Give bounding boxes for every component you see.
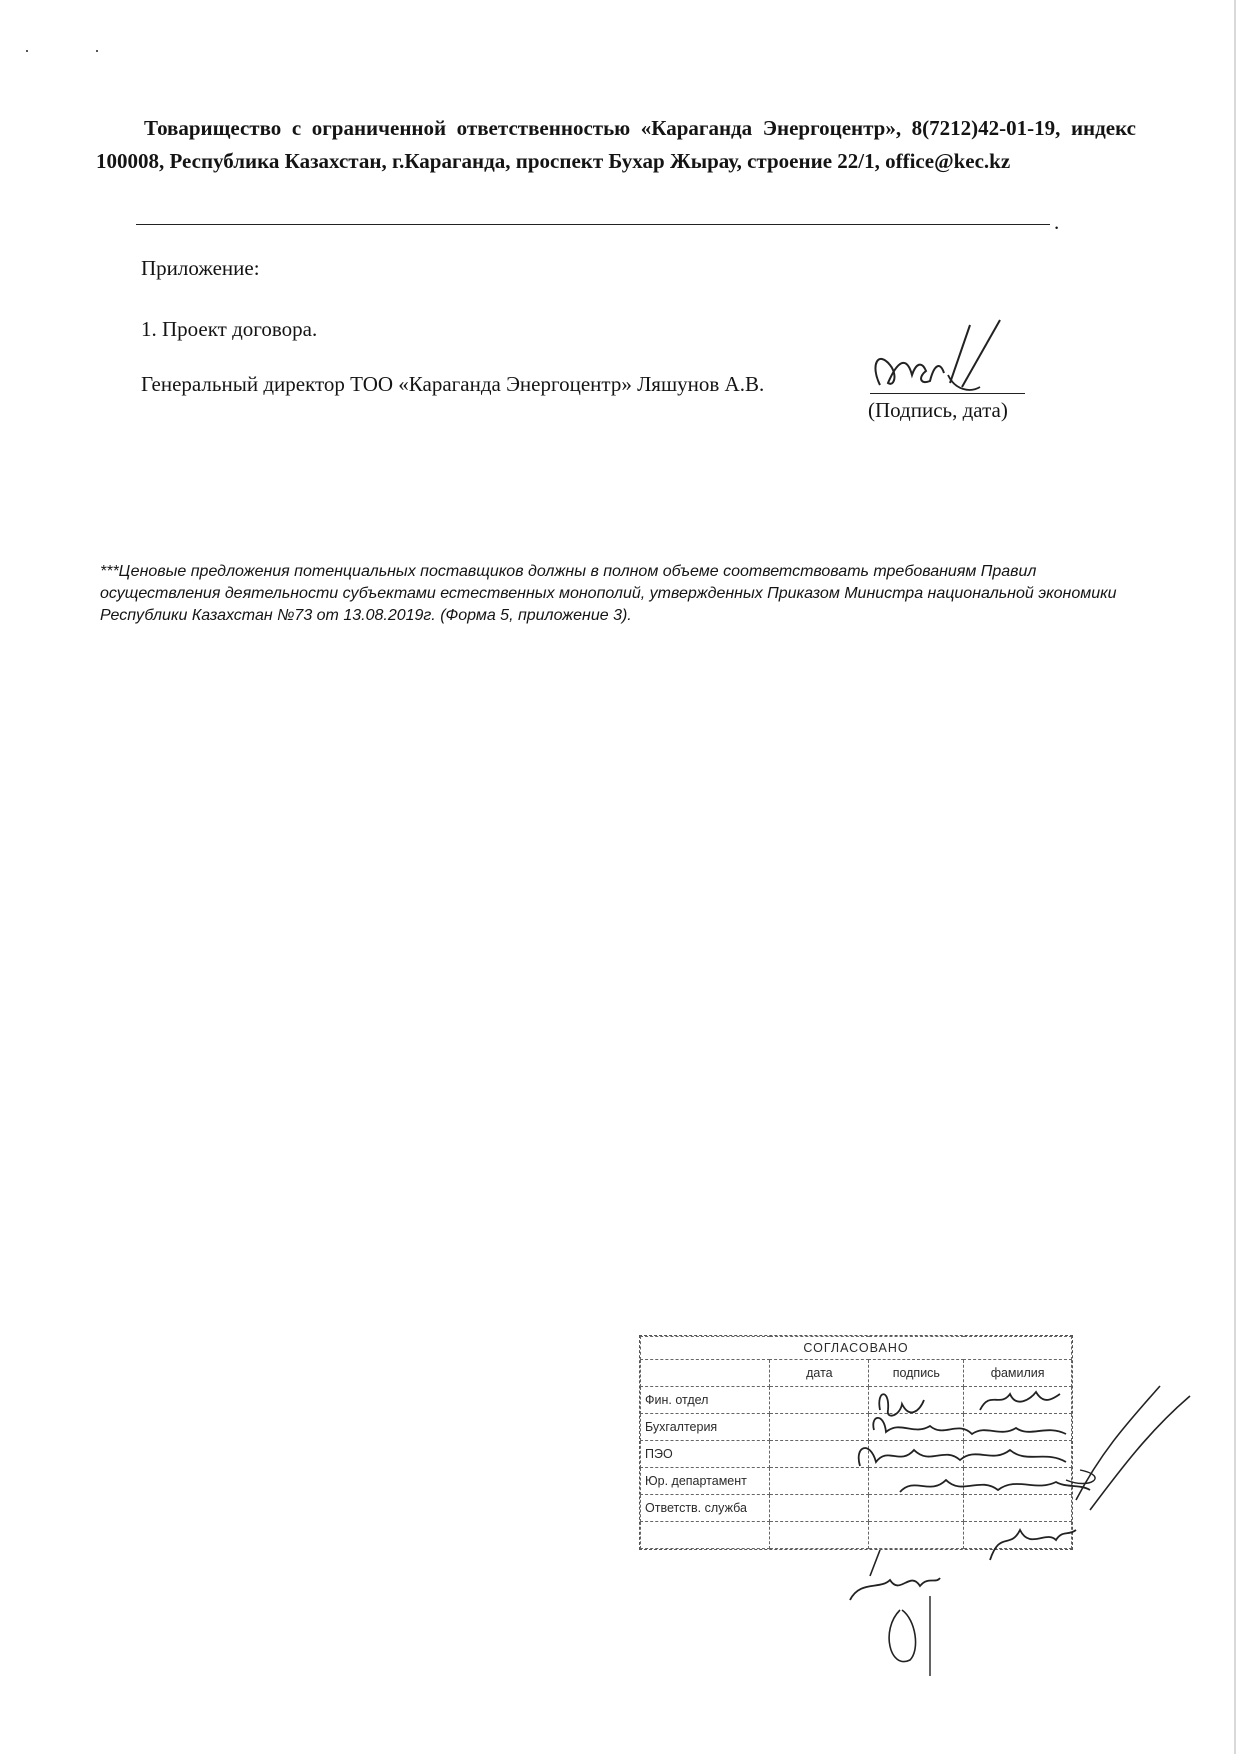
approval-cell [770, 1495, 869, 1522]
approval-cell [964, 1495, 1072, 1522]
approval-cell [869, 1522, 964, 1549]
approval-row-label: Ответств. служба [641, 1495, 770, 1522]
approval-row-label: Юр. департамент [641, 1468, 770, 1495]
approval-cell [770, 1441, 869, 1468]
approval-row-label: ПЭО [641, 1441, 770, 1468]
approval-row [641, 1522, 1072, 1549]
approval-cell [770, 1387, 869, 1414]
approval-cell [770, 1468, 869, 1495]
approval-cell [964, 1414, 1072, 1441]
approval-header-surname: фамилия [964, 1360, 1072, 1387]
approval-cell [964, 1468, 1072, 1495]
fill-in-line [136, 224, 1050, 225]
approval-row [641, 1495, 1072, 1522]
approval-row-label: Бухгалтерия [641, 1414, 770, 1441]
scan-speck [96, 50, 98, 52]
footnote: ***Ценовые предложения потенциальных поставщиков должны в полном объеме соответствовать требованиям Правил осуществления деятельности субъектами естественных монополий, утвержденных Приказом Министра национальной экономики Республики Казахстан №73 от 13.08.2019г. (Форма 5, приложение 3). [100, 563, 1117, 624]
approval-cell [770, 1414, 869, 1441]
appendix-item: 1. Проект договора. [141, 317, 318, 341]
approval-stamp [639, 1335, 1073, 1550]
approval-row [641, 1441, 1072, 1468]
approval-cell [869, 1414, 964, 1441]
approval-stamp-title: СОГЛАСОВАНО [641, 1337, 1072, 1360]
approval-row [641, 1387, 1072, 1414]
approval-cell [964, 1522, 1072, 1549]
approval-cell [869, 1468, 964, 1495]
approval-cell [964, 1441, 1072, 1468]
approval-row [641, 1468, 1072, 1495]
approval-cell [964, 1387, 1072, 1414]
page-edge [1234, 0, 1236, 1754]
approval-cell [770, 1522, 869, 1549]
approval-table [640, 1336, 1072, 1549]
appendix-title: Приложение: [141, 256, 260, 280]
approval-header-blank [641, 1360, 770, 1387]
fill-in-line-end: . [1054, 210, 1060, 234]
approval-row [641, 1414, 1072, 1441]
scan-speck [26, 50, 28, 52]
approval-cell [641, 1522, 770, 1549]
company-requisites: Товарищество с ограниченной ответственностью «Караганда Энергоцентр», 8(7212)42-01-19, индекс 100008, Республика Казахстан, г.Караганда, проспект Бухар Жырау, строение 22/1, office@kec.kz [96, 116, 1136, 173]
director-signatory-line: Генеральный директор ТОО «Караганда Энергоцентр» Ляшунов А.В. [141, 372, 765, 396]
approval-cell [869, 1495, 964, 1522]
signature-caption: (Подпись, дата) [868, 398, 1008, 422]
approval-row-label: Фин. отдел [641, 1387, 770, 1414]
approval-header-date: дата [770, 1360, 869, 1387]
director-signature [860, 315, 1030, 405]
approval-cell [869, 1387, 964, 1414]
approval-cell [869, 1441, 964, 1468]
approval-header-signature: подпись [869, 1360, 964, 1387]
